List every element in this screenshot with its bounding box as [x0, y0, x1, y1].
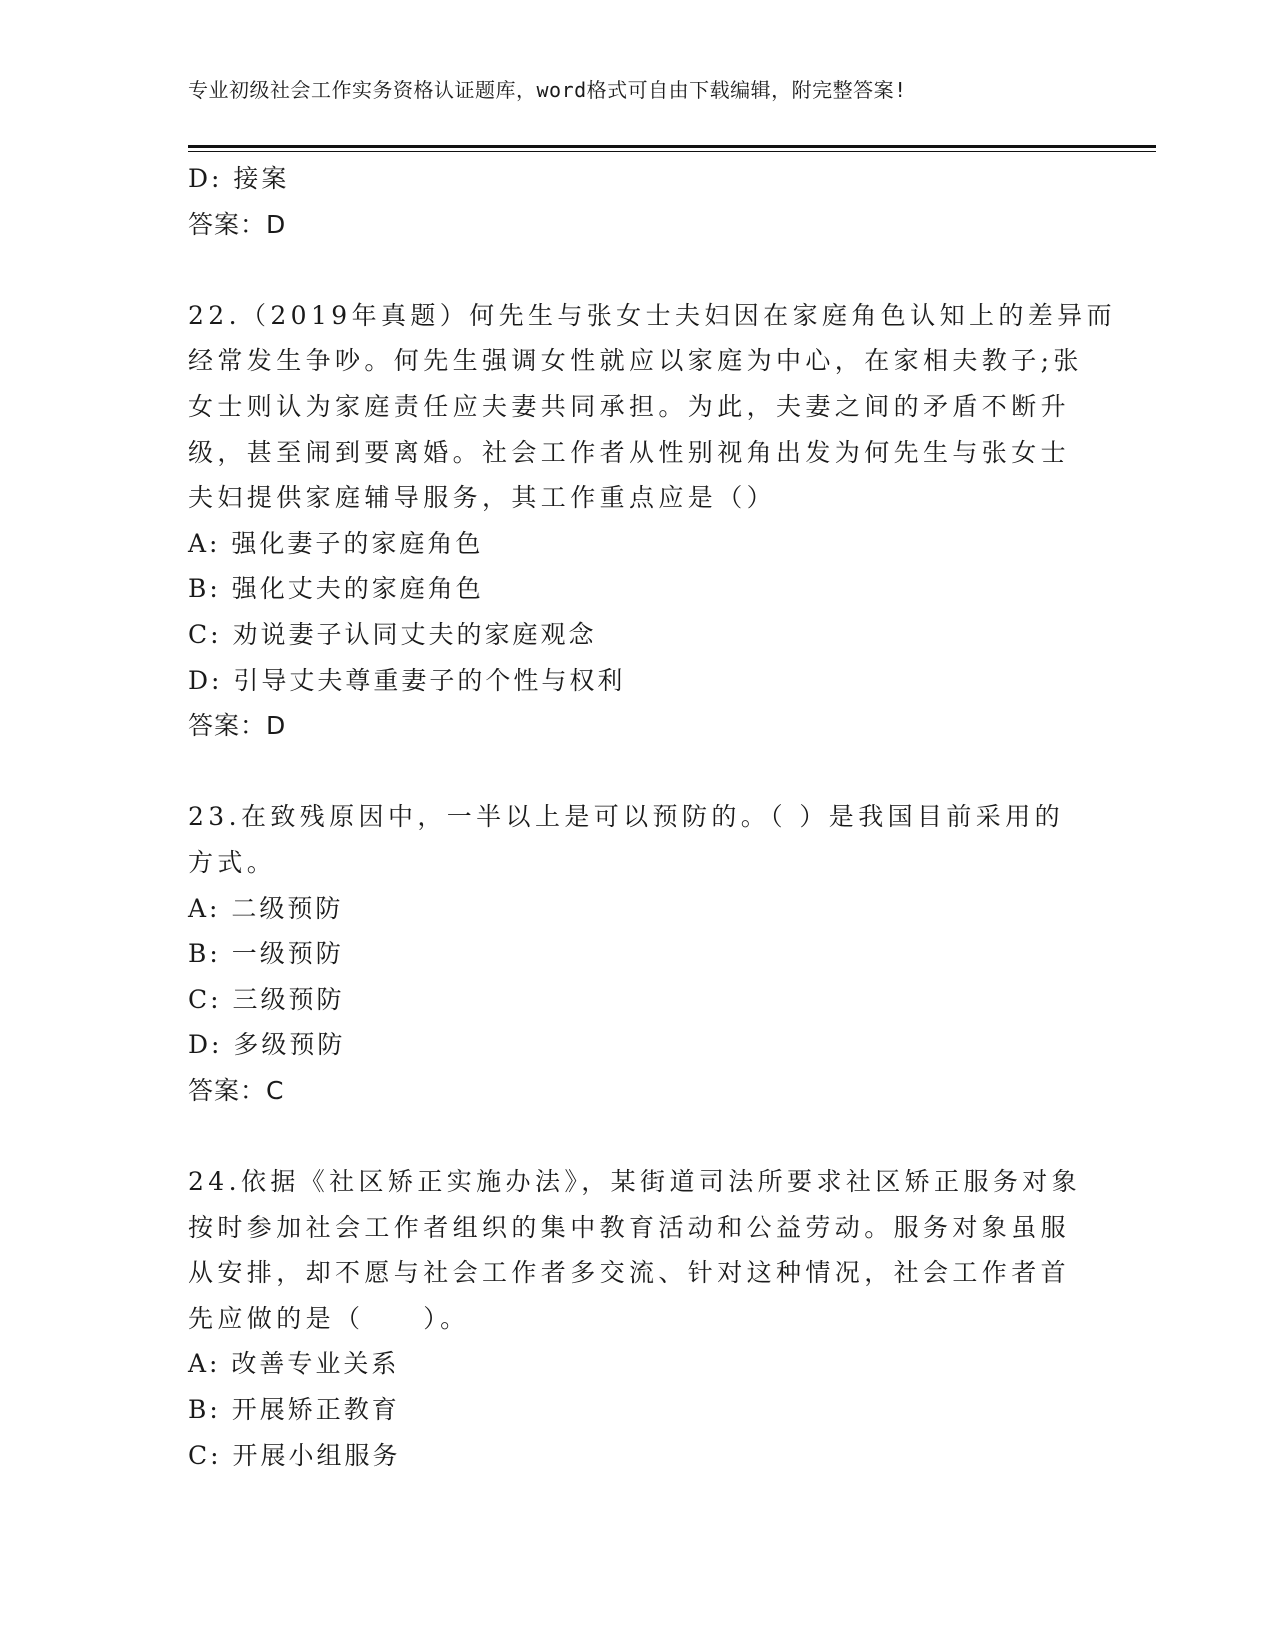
- option-a: A: 强化妻子的家庭角色: [188, 528, 484, 558]
- header-divider: [188, 145, 1156, 152]
- option-d: D: 多级预防: [188, 1030, 346, 1060]
- option-a: A: 二级预防: [188, 893, 344, 923]
- question-stem-line: 先应做的是（ ）。: [188, 1303, 470, 1333]
- question-24: [188, 1159, 1088, 1478]
- question-stem-line: 按时参加社会工作者组织的集中教育活动和公益劳动。服务对象虽服: [188, 1212, 1071, 1242]
- option-a: A: 改善专业关系: [188, 1349, 400, 1379]
- option-b: B: 开展矫正教育: [188, 1395, 400, 1425]
- question-stem-line: 级，甚至闹到要离婚。社会工作者从性别视角出发为何先生与张女士: [188, 437, 1071, 467]
- question-stem-line: 夫妇提供家庭辅导服务，其工作重点应是（）: [188, 483, 777, 513]
- document-body: [188, 156, 1116, 1478]
- question-stem-line: 23.在致残原因中，一半以上是可以预防的。（ ）是我国目前采用的: [188, 802, 1065, 832]
- question-23: [188, 794, 1088, 1113]
- answer-line: 答案：D: [188, 711, 287, 741]
- page-header: 专业初级社会工作实务资格认证题库，word格式可自由下载编辑，附完整答案!: [188, 78, 907, 102]
- question-stem-line: 24.依据《社区矫正实施办法》，某街道司法所要求社区矫正服务对象: [188, 1167, 1082, 1197]
- question-22: [188, 293, 1116, 749]
- option-c: C: 劝说妻子认同丈夫的家庭观念: [188, 619, 597, 649]
- question-stem-line: 从安排，却不愿与社会工作者多交流、针对这种情况，社会工作者首: [188, 1258, 1071, 1288]
- option-d: D: 接案: [188, 164, 290, 193]
- option-b: B: 一级预防: [188, 939, 344, 969]
- option-c: C: 开展小组服务: [188, 1440, 401, 1470]
- answer-line: 答案：D: [188, 209, 287, 239]
- question-stem-line: 女士则认为家庭责任应夫妻共同承担。为此，夫妻之间的矛盾不断升: [188, 391, 1071, 421]
- question-stem-line: 经常发生争吵。何先生强调女性就应以家庭为中心，在家相夫教子;张: [188, 346, 1083, 376]
- question-stem-line: 22.（2019年真题）何先生与张女士夫妇因在家庭角色认知上的差异而: [188, 300, 1116, 330]
- spacer: [188, 749, 1088, 795]
- spacer: [188, 1113, 1088, 1159]
- option-d: D: 引导丈夫尊重妻子的个性与权利: [188, 665, 626, 695]
- answer-line: 答案：C: [188, 1075, 285, 1105]
- option-b: B: 强化丈夫的家庭角色: [188, 574, 484, 604]
- spacer: [188, 247, 1088, 293]
- question-stem-line: 方式。: [188, 847, 277, 877]
- option-c: C: 三级预防: [188, 984, 345, 1014]
